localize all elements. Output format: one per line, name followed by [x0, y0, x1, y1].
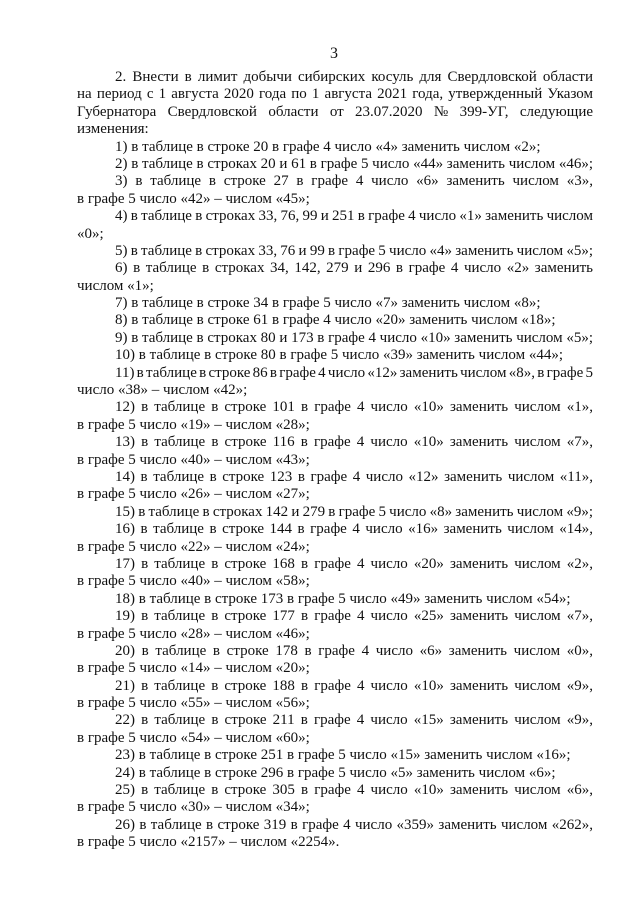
text-line: изменения:	[77, 121, 149, 138]
text-line: 20) в таблице в строке 178 в графе 4 число «6» заменить числом «0»,	[115, 642, 593, 659]
amendment-item	[77, 747, 593, 764]
text-line: числом «1»;	[77, 277, 154, 294]
amendment-item	[77, 643, 593, 678]
amendment-item	[77, 399, 593, 434]
text-line: в графе 5 число «19» – числом «28»;	[77, 416, 310, 433]
text-line: 8) в таблице в строке 61 в графе 4 число «20» заменить числом «18»;	[115, 312, 556, 329]
amendment-item	[77, 678, 593, 713]
text-line: 25) в таблице в строке 305 в графе 4 число «10» заменить числом «6»,	[115, 782, 593, 799]
text-line: 5) в таблице в строках 33, 76 и 99 в графе 5 число «4» заменить числом «5»;	[115, 242, 593, 259]
text-line: 10) в таблице в строке 80 в графе 5 число «39» заменить числом «44»;	[115, 347, 563, 364]
amendment-item	[77, 712, 593, 747]
text-line: в графе 5 число «40» – числом «43»;	[77, 451, 310, 468]
text-line: в графе 5 число «2157» – числом «2254».	[77, 834, 340, 851]
text-line: в графе 5 число «55» – числом «56»;	[77, 695, 310, 712]
text-line: число «38» – числом «42»;	[77, 382, 248, 399]
text-line: в графе 5 число «40» – числом «58»;	[77, 573, 310, 590]
amendment-item	[77, 817, 593, 852]
amendment-item	[77, 504, 593, 521]
text-line: 6) в таблице в строках 34, 142, 279 и 296 в графе 4 число «2» заменить	[115, 260, 593, 277]
amendment-item	[77, 608, 593, 643]
text-line: 26) в таблице в строке 319 в графе 4 число «359» заменить числом «262»,	[115, 816, 593, 833]
text-line: 16) в таблице в строке 144 в графе 4 число «16» заменить числом «14»,	[115, 521, 593, 538]
page-number: 3	[330, 45, 338, 62]
amendment-item	[77, 434, 593, 469]
text-line: 3) в таблице в строке 27 в графе 4 число «6» заменить числом «3»,	[115, 173, 593, 190]
amendment-item	[77, 139, 593, 156]
amendment-item	[77, 782, 593, 817]
text-line: в графе 5 число «42» – числом «45»;	[77, 190, 310, 207]
amendment-item	[77, 260, 593, 295]
amendment-item	[77, 521, 593, 556]
document-body	[77, 69, 593, 852]
text-line: 4) в таблице в строках 33, 76, 99 и 251 в графе 4 число «1» заменить числом	[115, 208, 593, 225]
text-line: 15) в таблице в строках 142 и 279 в графе 5 число «8» заменить числом «9»;	[115, 503, 593, 520]
intro-paragraph	[77, 69, 593, 139]
text-line: 2. Внести в лимит добычи сибирских косуль для Свердловской области	[115, 69, 593, 85]
amendment-item	[77, 295, 593, 312]
text-line: 24) в таблице в строке 296 в графе 5 число «5» заменить числом «6»;	[115, 764, 556, 781]
amendment-item	[77, 312, 593, 329]
text-line: 17) в таблице в строке 168 в графе 4 число «20» заменить числом «2»,	[115, 555, 593, 572]
text-line: 1) в таблице в строке 20 в графе 4 число «4» заменить числом «2»;	[115, 138, 541, 155]
text-line: 9) в таблице в строках 80 и 173 в графе 4 число «10» заменить числом «5»;	[115, 329, 593, 346]
text-line: на период с 1 августа 2020 года по 1 августа 2021 года, утвержденный Указом	[77, 86, 593, 103]
text-line: 23) в таблице в строке 251 в графе 5 число «15» заменить числом «16»;	[115, 747, 571, 764]
text-line: 22) в таблице в строке 211 в графе 4 число «15» заменить числом «9»,	[115, 712, 593, 729]
text-line: 7) в таблице в строке 34 в графе 5 число «7» заменить числом «8»;	[115, 295, 541, 312]
amendment-item	[77, 591, 593, 608]
amendment-item	[77, 156, 593, 173]
text-line: 14) в таблице в строке 123 в графе 4 число «12» заменить числом «11»,	[115, 468, 593, 485]
amendment-item	[77, 469, 593, 504]
text-line: «0»;	[77, 225, 104, 242]
text-line: в графе 5 число «14» – числом «20»;	[77, 660, 310, 677]
text-line: в графе 5 число «54» – числом «60»;	[77, 729, 310, 746]
text-line: 11) в таблице в строке 86 в графе 4 число «12» заменить числом «8», в графе 5	[115, 364, 593, 381]
text-line: 12) в таблице в строке 101 в графе 4 число «10» заменить числом «1»,	[115, 399, 593, 416]
amendment-item	[77, 330, 593, 347]
text-line: в графе 5 число «26» – числом «27»;	[77, 486, 310, 503]
text-line: в графе 5 число «22» – числом «24»;	[77, 538, 310, 555]
text-line: 18) в таблице в строке 173 в графе 5 число «49» заменить числом «54»;	[115, 590, 571, 607]
text-line: Губернатора Свердловской области от 23.07.2020 № 399-УГ, следующие	[77, 103, 593, 120]
text-line: в графе 5 число «30» – числом «34»;	[77, 799, 310, 816]
amendment-item	[77, 765, 593, 782]
text-line: в графе 5 число «28» – числом «46»;	[77, 625, 310, 642]
amendment-item	[77, 347, 593, 364]
text-line: 2) в таблице в строках 20 и 61 в графе 5 число «44» заменить числом «46»;	[115, 155, 593, 172]
amendment-item	[77, 173, 593, 208]
amendment-item	[77, 556, 593, 591]
amendment-item	[77, 208, 593, 243]
text-line: 21) в таблице в строке 188 в графе 4 число «10» заменить числом «9»,	[115, 677, 593, 694]
amendment-item	[77, 365, 593, 400]
text-line: 19) в таблице в строке 177 в графе 4 число «25» заменить числом «7»,	[115, 608, 593, 625]
amendment-item	[77, 243, 593, 260]
text-line: 13) в таблице в строке 116 в графе 4 число «10» заменить числом «7»,	[115, 434, 593, 451]
